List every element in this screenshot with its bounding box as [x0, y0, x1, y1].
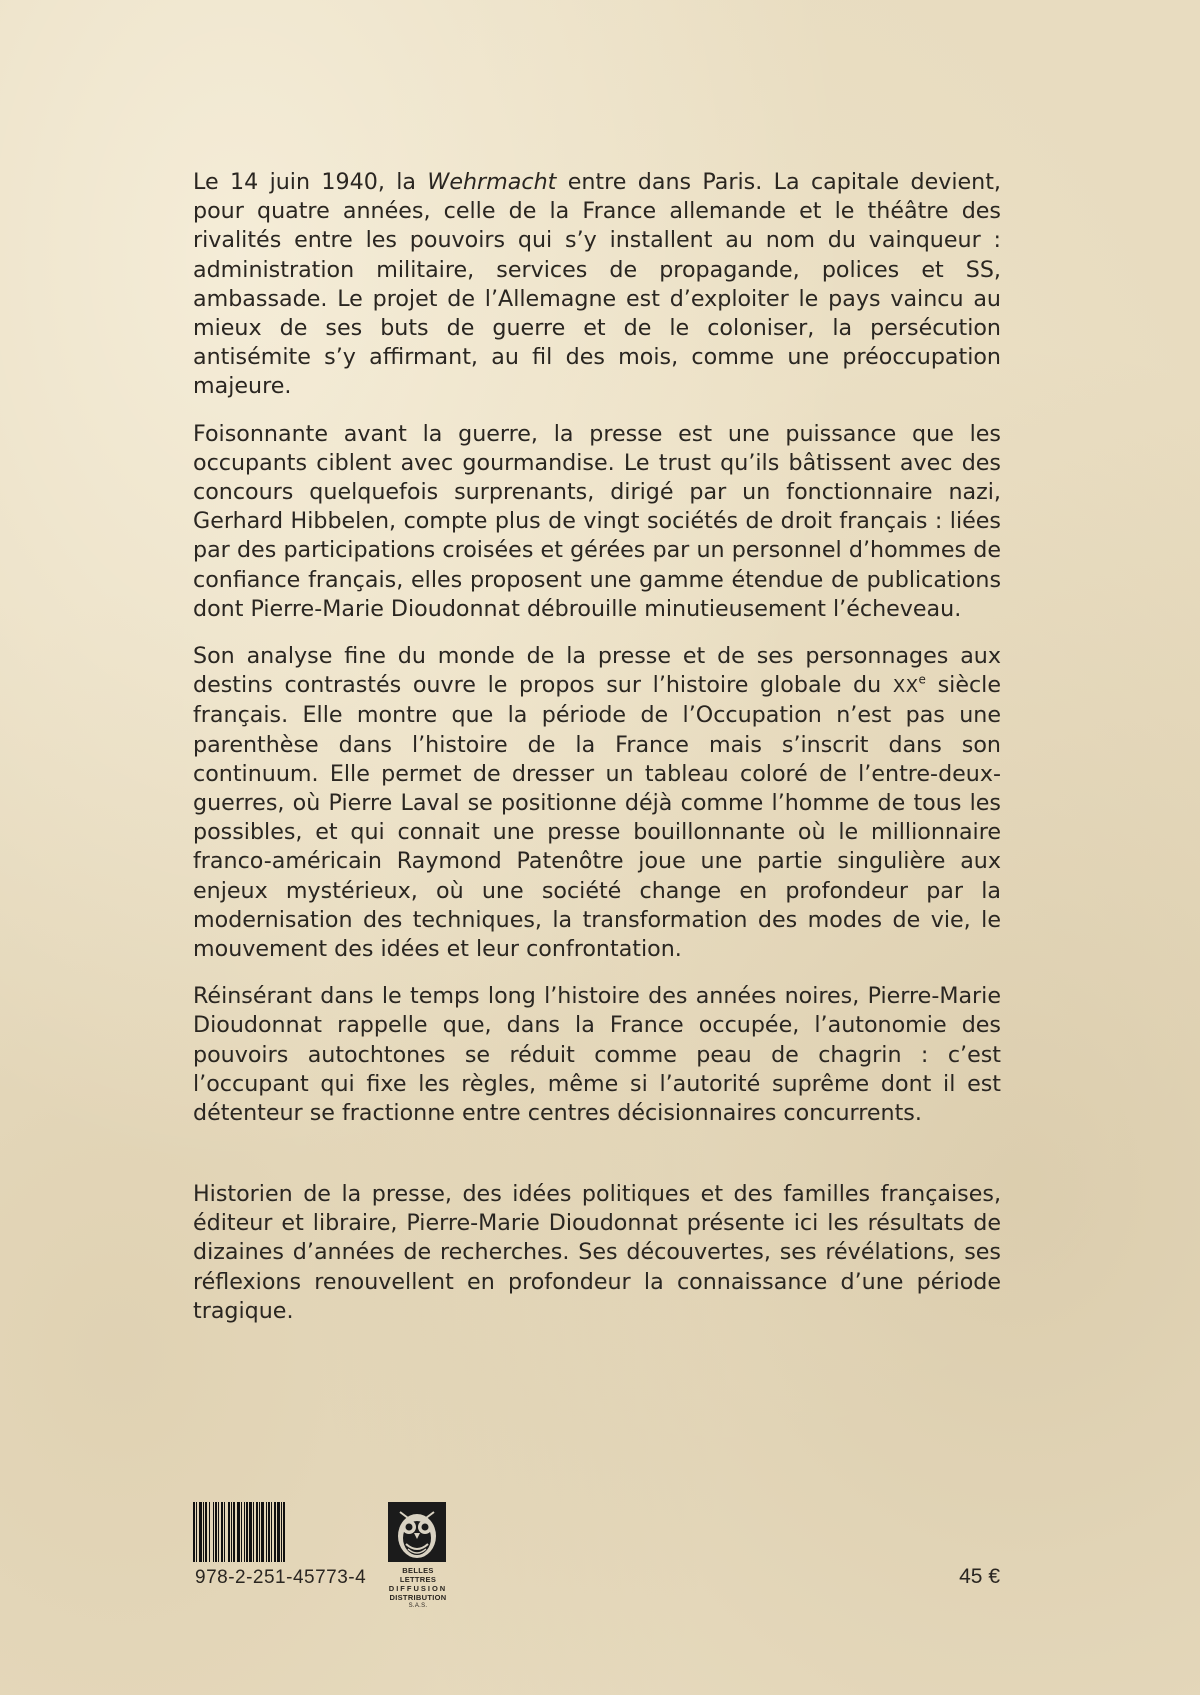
publisher-owl-logo	[388, 1502, 446, 1562]
publisher-name: BELLES LETTRES DIFFUSION DISTRIBUTION S.A.S.	[388, 1566, 448, 1609]
price: 45 €	[959, 1565, 1000, 1588]
century-numeral: XX	[892, 676, 919, 698]
wehrmacht-term: Wehrmacht	[427, 169, 557, 195]
paragraph-4: Réinsérant dans le temps long l’histoire des années noires, Pierre-Marie Dioudonnat rappelle que, dans la France occupée, l’autonomie des pouvoirs autochtones se réduit comme peau de chagrin : c’est l’occupant qui fixe les règles, même si l’autorité suprême dont il est détenteur se fractionne entre centres décisionnaires concurrents.	[193, 983, 1001, 1127]
author-bio	[193, 1180, 1001, 1326]
century-superscript: e	[918, 672, 926, 687]
barcode	[193, 1502, 381, 1562]
isbn-number: 978-2-251-45773-4	[195, 1567, 367, 1588]
paragraph-2: Foisonnante avant la guerre, la presse est une puissance que les occupants ciblent avec gourmandise. Le trust qu’ils bâtissent avec des concours quelquefois surprenants, dirigé par un fonctionnaire nazi, Gerhard Hibbelen, compte plus de vingt sociétés de droit français : liées par des participations croisées et gérées par un personnel d’hommes de confiance français, elles proposent une gamme étendue de publications dont Pierre-Marie Dioudonnat débrouille minutieusement l’écheveau.	[193, 420, 1001, 622]
blurb-text	[193, 168, 1001, 1146]
owl-icon	[388, 1502, 446, 1562]
paragraph-1: Le 14 juin 1940, la Wehrmacht entre dans Paris. La capitale devient, pour quatre années, celle de la France allemande et le théâtre des rivalités entre les pouvoirs qui s’y installent au nom du vainqueur : administration militaire, services de propagande, polices et SS, ambassade. Le projet de l’Allemagne est d’exploiter le pays vaincu au mieux de ses buts de guerre et de le coloniser, la persécution antisémite s’y affirmant, au fil des mois, comme une préoccupation majeure.	[193, 169, 1001, 400]
author-bio-text: Historien de la presse, des idées politiques et des familles françaises, éditeur et libraire, Pierre-Marie Dioudonnat présente ici les résultats de dizaines d’années de recherches. Ses découvertes, ses révélations, ses réflexions renouvellent en profondeur la connaissance d’une période tragique.	[193, 1181, 1001, 1324]
barcode-stripe	[285, 1502, 287, 1562]
paragraph-3: Son analyse fine du monde de la presse et de ses personnages aux destins contrastés ouvre le propos sur l’histoire globale du XXe siècle français. Elle montre que la période de l’Occupation n’est pas une parenthèse dans l’histoire de la France mais s’inscrit dans son continuum. Elle permet de dresser un tableau coloré de l’entre-deux-guerres, où Pierre Laval se positionne déjà comme l’homme de tous les possibles, et qui connait une presse bouillonnante où le millionnaire franco-américain Raymond Patenôtre joue une partie singulière aux enjeux mystérieux, où une société change en profondeur par la modernisation des techniques, la transformation des modes de vie, le mouvement des idées et leur confrontation.	[193, 643, 1001, 963]
